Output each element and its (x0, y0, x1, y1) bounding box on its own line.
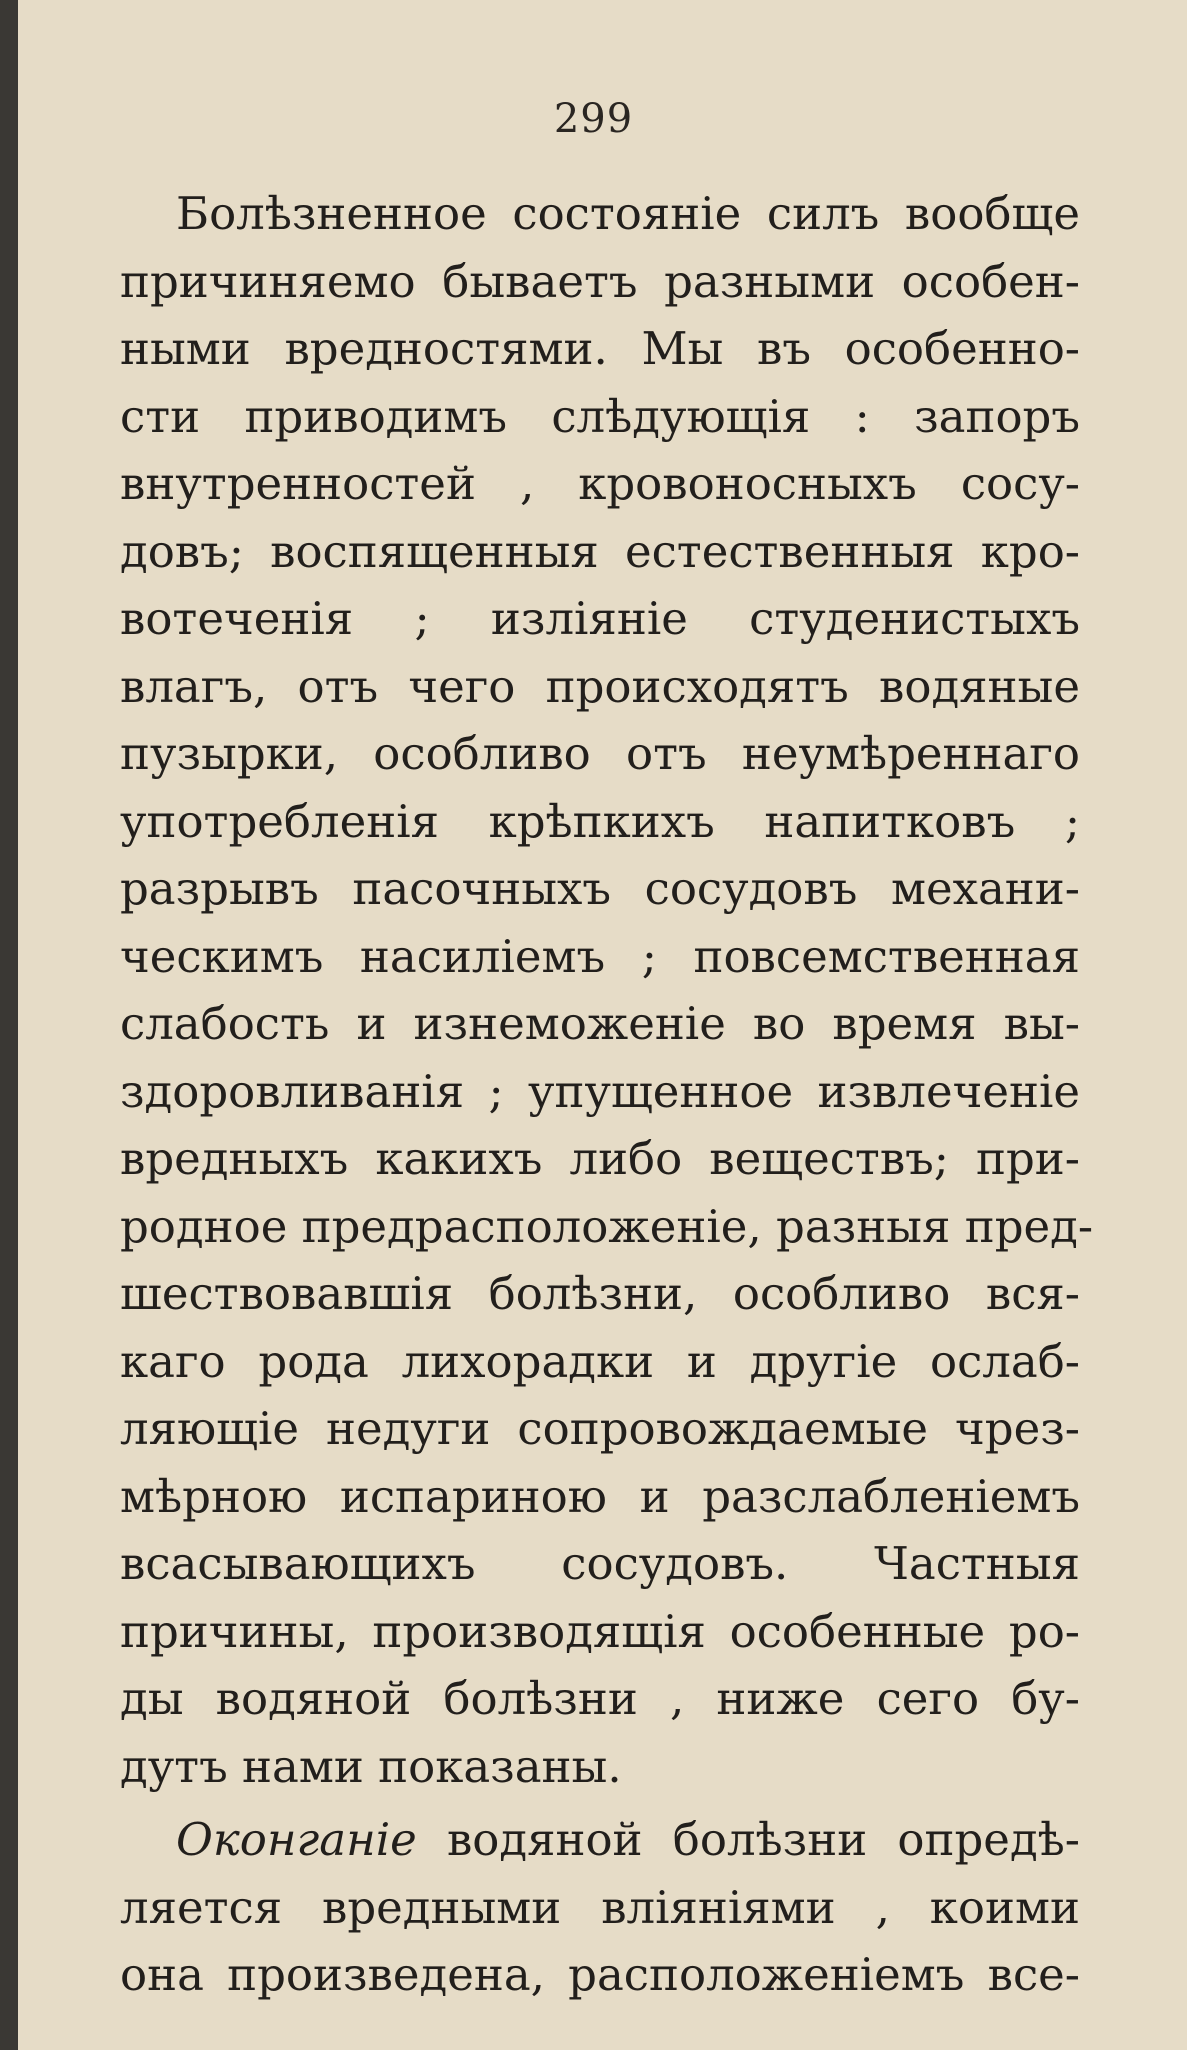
text-line: ляющіе недуги сопровождаемые чрез- (120, 1402, 1080, 1455)
emphasized-term: Оконганіе (176, 1813, 417, 1866)
text-line: довъ; воспященныя естественныя кро- (120, 524, 1080, 578)
text-line: сти приводимъ слѣдующія : запоръ (120, 389, 1080, 443)
scan-edge (0, 0, 18, 2050)
text-line: шествовавшія болѣзни, особливо вся- (120, 1267, 1080, 1320)
text-line: причиняемо бываетъ разными особен- (120, 254, 1080, 308)
text-line: внутренностей , кровоносныхъ сосу- (120, 457, 1080, 510)
text-line: вотеченія ; изліяніе студенистыхъ (120, 592, 1080, 645)
text-line: вредныхъ какихъ либо веществъ; при- (120, 1132, 1080, 1185)
page-number: 299 (553, 96, 634, 142)
text-line: ляется вредными вліяніями , коими (120, 1880, 1080, 1934)
text-line: ды водяной болѣзни , ниже сего бу- (120, 1672, 1080, 1725)
paragraph-2 (120, 1806, 1080, 2009)
text-line: ческимъ насиліемъ ; повсемственная (120, 929, 1080, 983)
text-line: здоровливанія ; упущенное извлеченіе (120, 1064, 1080, 1118)
text-line: мѣрною испариною и разслабленіемъ (120, 1469, 1080, 1523)
text-line: она произведена, расположеніемъ все- (120, 1948, 1080, 2001)
text-line: ными вредностями. Мы въ особенно- (120, 322, 1080, 375)
text-line: дутъ нами показаны. (120, 1739, 622, 1793)
paragraph-1 (120, 180, 1094, 1800)
body-text (120, 180, 1094, 2009)
text-line: слабость и изнеможеніе во время вы- (120, 997, 1080, 1050)
text-line: всасывающихъ сосудовъ. Частныя (120, 1537, 1080, 1590)
text-line: влагъ, отъ чего происходятъ водяные (120, 659, 1080, 713)
text-line: причины, производящія особенные ро- (120, 1604, 1080, 1658)
text-line: разрывъ пасочныхъ сосудовъ механи- (120, 862, 1080, 915)
text-line (120, 1806, 1080, 1874)
text-line: родное предрасположеніе, разныя пред- (120, 1199, 1094, 1253)
text-line: каго рода лихорадки и другіе ослаб- (120, 1334, 1080, 1388)
text-line: употребленія крѣпкихъ напитковъ ; (120, 794, 1080, 848)
text-line: Болѣзненное состояніе силъ вообще (176, 187, 1080, 240)
text-line: пузырки, особливо отъ неумѣреннаго (120, 727, 1080, 780)
text-line-rest: водяной болѣзни опредѣ- (416, 1813, 1080, 1866)
